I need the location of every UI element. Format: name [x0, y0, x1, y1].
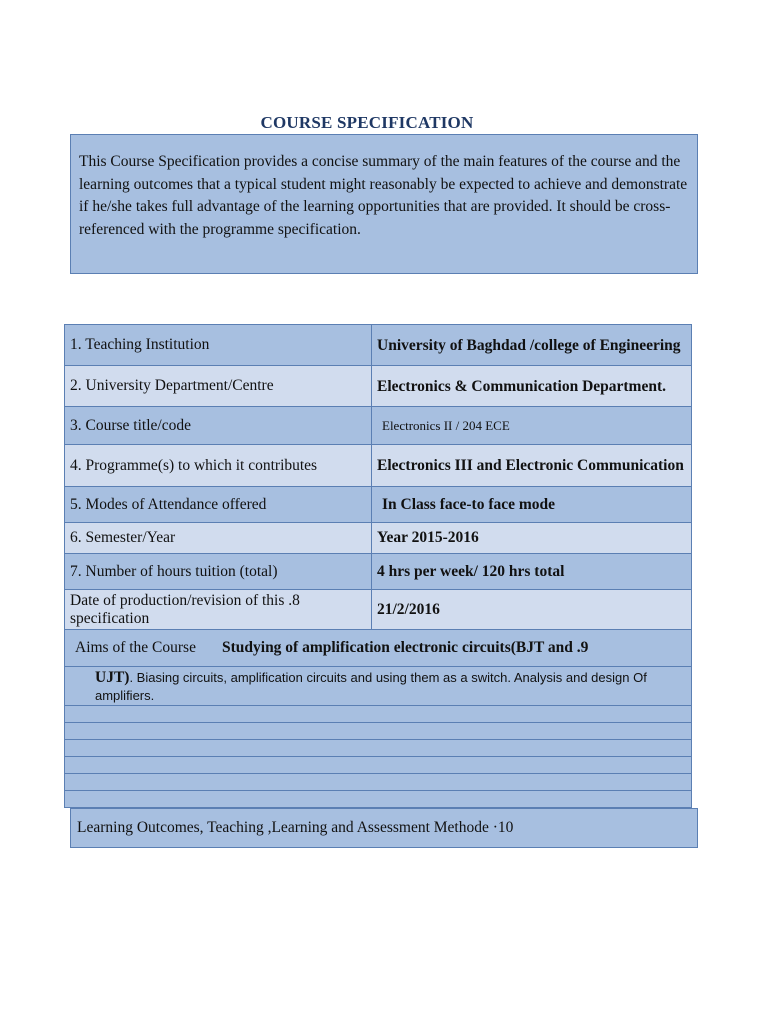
row-label: 6. Semester/Year — [65, 523, 372, 554]
table-row — [65, 325, 692, 366]
aims-body — [65, 667, 691, 705]
row-value: 21/2/2016 — [372, 590, 692, 630]
intro-box: This Course Specification provides a concise summary of the main features of the course and the learning outcomes that a typical student might reasonably be expected to achieve and demonstrate if he/she takes full advantage of the learning opportunities that are provided. It should be cross-referenced with the programme specification. — [70, 134, 698, 274]
table-row — [65, 590, 692, 630]
aims-heading — [65, 630, 691, 666]
aims-heading-text: Studying of amplification electronic circuits(BJT and .9 — [221, 639, 589, 656]
aims-row — [65, 630, 692, 667]
row-value: Electronics III and Electronic Communication — [372, 445, 692, 487]
row-label: 1. Teaching Institution — [65, 325, 372, 366]
blank-row — [65, 740, 692, 757]
blank-row — [65, 723, 692, 740]
row-value: Electronics & Communication Department. — [372, 366, 692, 407]
table-row — [65, 366, 692, 407]
blank-row — [65, 774, 692, 791]
row-label: 7. Number of hours tuition (total) — [65, 554, 372, 590]
aims-label: Aims of the Course — [75, 639, 196, 656]
row-label: Date of production/revision of this .8 specification — [65, 590, 372, 630]
page-title: COURSE SPECIFICATION — [260, 113, 474, 132]
row-value: Electronics II / 204 ECE — [372, 407, 692, 445]
learning-outcomes-header: Learning Outcomes, Teaching ,Learning and Assessment Methode ·10 — [70, 808, 698, 848]
row-label: 2. University Department/Centre — [65, 366, 372, 407]
blank-row — [65, 757, 692, 774]
row-value: University of Baghdad /college of Engineering — [372, 325, 692, 366]
table-row — [65, 523, 692, 554]
row-value: 4 hrs per week/ 120 hrs total — [372, 554, 692, 590]
row-value: In Class face-to face mode — [372, 487, 692, 523]
aims-text: . Biasing circuits, amplification circuits and using them as a switch. Analysis and design Of amplifiers. — [95, 670, 647, 703]
course-spec-table — [64, 324, 692, 808]
row-label: 5. Modes of Attendance offered — [65, 487, 372, 523]
table-row — [65, 554, 692, 590]
table-row — [65, 487, 692, 523]
table-row — [65, 445, 692, 487]
row-label: 4. Programme(s) to which it contributes — [65, 445, 372, 487]
row-label: 3. Course title/code — [65, 407, 372, 445]
table-row — [65, 407, 692, 445]
blank-row — [65, 706, 692, 723]
row-value: Year 2015-2016 — [372, 523, 692, 554]
blank-row — [65, 791, 692, 808]
aims-heading-continued: UJT) — [95, 669, 130, 686]
aims-body-row — [65, 667, 692, 706]
